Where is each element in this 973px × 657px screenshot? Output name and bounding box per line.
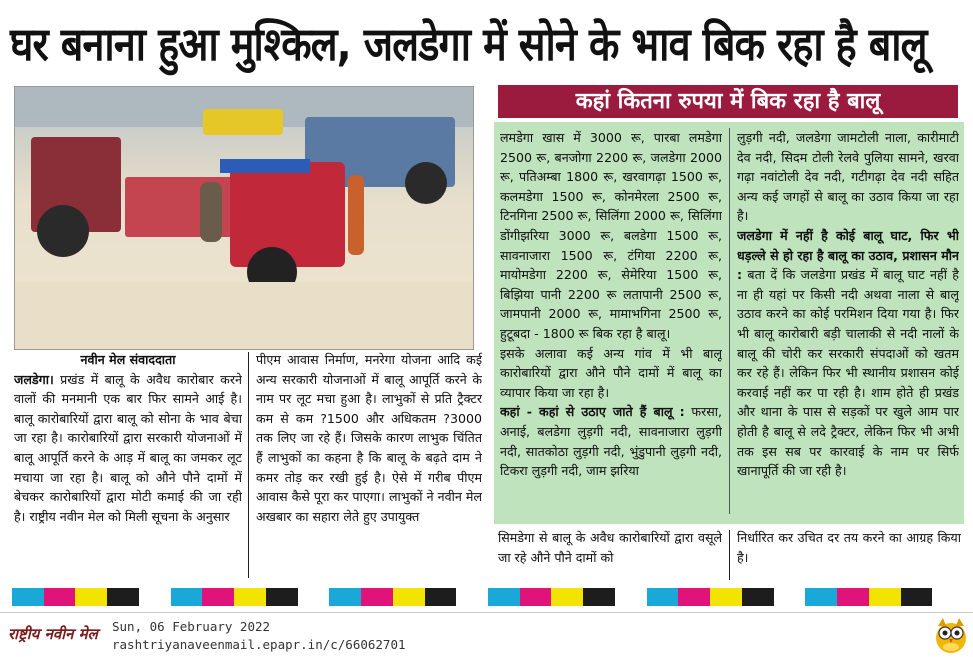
stripe-swatch — [329, 588, 361, 606]
logo-text: राष्ट्रीय नवीन मेल — [8, 625, 98, 643]
left-article-col-1 — [14, 350, 242, 582]
stripe-swatch — [805, 588, 837, 606]
box-text: लुड़गी नदी, जलडेगा जामटोली नाला, कारीमाटी देव नदी, सिदम टोली रेलवे पुलिया सामने, खरवा गढ़ा नवांटोली देव नदी, गटीगढ़ा देव नदी सहित अन्य कई जगहों से बालू का उठाव किया जा रहा है। — [737, 130, 959, 224]
stripe-swatch — [361, 588, 393, 606]
stripe-swatch — [678, 588, 710, 606]
box-text: बता दें कि जलडेगा प्रखंड में बालू घाट नहीं है ना ही यहां पर किसी नदी अथवा नाला से बालू उठाव करने का कोई परमिशन दिया गया है। फिर भी बालू कारोबारी बड़ी चालाकी से नदी नालों के बालू की चोरी कर सरकारी संपदाओं को खतम कर रहे हैं। लेकिन फिर भी स्थानीय प्रशासन कोई करवाई नहीं कर पा रही है। शाम होते ही प्रखंड और थाना के पास से सड़कों पर खुले आम पार होती है बालू से लदे ट्रैक्टर, लेकिन फिर भी अभी तक इस सब पर कारवाई के नाम पर सिर्फ खानापूर्ति की जा रही है। — [737, 267, 959, 479]
photo-worker — [348, 175, 364, 255]
stripe-swatch — [202, 588, 234, 606]
stripe-swatch — [520, 588, 552, 606]
stripe-swatch — [837, 588, 869, 606]
footer-meta — [112, 618, 406, 654]
box-text: फरसा, अनाई, बलडेगा लुड़गी नदी, सावनाजारा लुड़गी नदी, सातकोठा लुड़गी नदी, भुंडुपानी लुड़गी नदी, टिकरा लुड़गी नदी, जाम झरिया — [500, 404, 722, 479]
headline: घर बनाना हुआ मुश्किल, जलडेगा में सोने के भाव बिक रहा है बालू — [10, 17, 927, 71]
stripe-swatch — [298, 588, 330, 606]
stripe-swatch — [44, 588, 76, 606]
stripe-swatch — [75, 588, 107, 606]
stripe-swatch — [425, 588, 457, 606]
photo-worker — [200, 182, 222, 242]
newspaper-logo — [8, 624, 98, 644]
box-col-2 — [737, 128, 959, 522]
stripe-swatch — [869, 588, 901, 606]
box-text: लमडेगा खास में 3000 रू, पारबा लमडेगा 2500 रू, बनजोगा 2200 रू, जलडेगा 2000 रू, पतिअम्बा 1800 रू, खरवागढ़ा 1500 रू, कलमडेगा 1500 रू, कोनमेरला 2500 रू, टिनगिना 2500 रू, सिलिंगा 2000 रू, सिलिंगा डोंगीझरिया 3000 रू, बलडेगा 1500 रू, सावनाजारा 1500 रू, टंगिया 2200 रू, मायोमडेगा 2200 रू, सेमेरिया 1500 रू, बिझिया पानी 2200 रू लतापानी 2500 रू, जामपानी 2000 रू, मामाभगिना 2500 रू, हुटूबदा - 1800 रू बिक रहा है बालू। — [500, 130, 722, 341]
stripe-swatch — [234, 588, 266, 606]
edition-date: Sun, 06 February 2022 — [112, 619, 271, 634]
box-sub-heading: कहां - कहां से उठाए जाते हैं बालू : — [500, 404, 685, 420]
stripe-swatch — [710, 588, 742, 606]
stripe-swatch — [488, 588, 520, 606]
stripe-swatch — [647, 588, 679, 606]
byline: नवीन मेल संवाददाता — [80, 352, 176, 367]
stripe-swatch — [393, 588, 425, 606]
stripe-swatch — [456, 588, 488, 606]
stripe-swatch — [551, 588, 583, 606]
photo-wheel — [405, 162, 447, 204]
stripe-swatch — [12, 588, 44, 606]
box-col-1 — [500, 128, 722, 522]
photo-red-tractor-2 — [230, 162, 345, 267]
sand-tractor-photo — [14, 86, 474, 350]
epaper-url[interactable]: rashtriyanaveenmail.epapr.in/c/66062701 — [112, 637, 406, 652]
continuation-col-2 — [737, 528, 961, 586]
owl-icon — [934, 616, 968, 654]
column-divider — [248, 352, 249, 578]
article-text: प्रखंड में बालू के अवैध कारोबार करने वालों की मनमानी एक बार फिर सामने आई है। बालू कारोबारियों द्वारा बालू को सोना के भाव बेचा जा रहा है। कारोबारियों द्वारा सरकारी योजनाओं में बालू आपूर्ति करने के आड़ में बालू का जमकर लूट मचाया जा रहा है। बालू को औने पौने दामों में बेचकर कारोबारियों द्वारा मोटी कमाई की जा रही है। राष्ट्रीय नवीन मेल को मिली सूचना के अनुसार — [14, 371, 242, 524]
stripe-swatch — [742, 588, 774, 606]
left-article-col-2 — [256, 350, 482, 582]
stripe-swatch — [107, 588, 139, 606]
article-text: सिमडेगा से बालू के अवैध कारोबारियों द्वारा वसूले जा रहे औने पौने दामों को — [498, 530, 722, 565]
column-divider — [729, 128, 730, 514]
stripe-swatch — [774, 588, 806, 606]
stripe-swatch — [171, 588, 203, 606]
article-text: निर्धारित कर उचित दर तय करने का आग्रह किया है। — [737, 530, 961, 565]
photo-blue-canopy — [220, 159, 310, 173]
photo-wheel — [37, 205, 89, 257]
stripe-swatch — [901, 588, 933, 606]
photo-sand-ground — [15, 282, 473, 349]
stripe-swatch — [266, 588, 298, 606]
stripe-swatch — [932, 588, 964, 606]
stripe-swatch — [615, 588, 647, 606]
box-title: कहां कितना रुपया में बिक रहा है बालू — [498, 85, 958, 118]
continuation-col-1 — [498, 528, 722, 586]
stripe-swatch — [139, 588, 171, 606]
stripe-swatch — [583, 588, 615, 606]
article-text: पीएम आवास निर्माण, मनरेगा योजना आदि कई अन्य सरकारी योजनाओं में बालू आपूर्ति करने के नाम पर लूट मचा हुआ है। लाभुकों से प्रति ट्रैक्टर कम से कम ?1500 और अधिकतम ?3000 तक लिए जा रहे हैं। जिसके कारण लाभुक चिंतित हैं लाभुकों का कहना है कि बालू के बढ़ते दाम ने कमर तोड़ कर रखी हुई है। ऐसे में गरीब पीएम आवास कैसे पूरा कर पाएगा। लाभुकों ने नवीन मेल अखबार का सहारा लेते हुए उपायुक्त — [256, 352, 482, 524]
photo-yellow-canopy — [203, 109, 283, 135]
color-registration-stripe — [12, 588, 964, 606]
box-sub-heading: जलडेगा में नहीं है कोई बालू घाट, फिर भी धड़ल्ले से हो रहा है बालू का उठाव, प्रशासन मौन : — [737, 227, 959, 283]
column-divider — [729, 530, 730, 580]
box-text: इसके अलावा कई अन्य गांव में भी बालू कारोबारियों द्वारा औने पौने दामों में बालू का व्यापार किया जा रहा है। — [500, 345, 722, 400]
dateline: जलडेगा। — [14, 371, 54, 387]
footer-divider — [0, 612, 973, 613]
